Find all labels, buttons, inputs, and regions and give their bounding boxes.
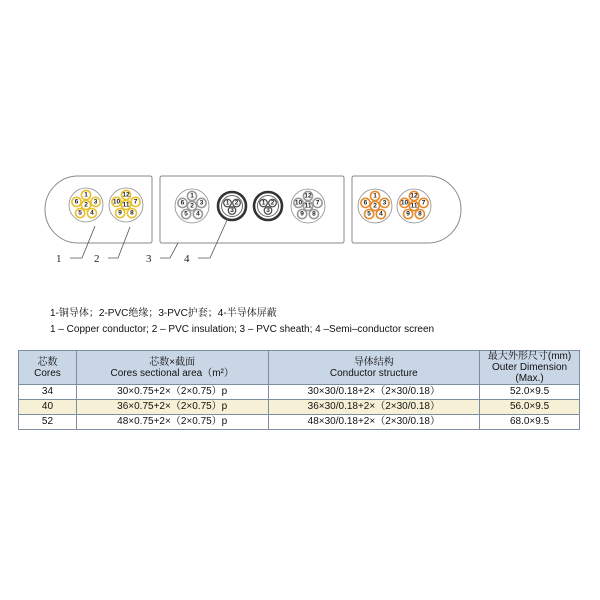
callout-label-2: 2: [94, 253, 100, 265]
svg-text:8: 8: [312, 210, 316, 218]
conductor-core-center: [303, 201, 312, 210]
conductor-core: [309, 209, 318, 218]
conductor-unit: [109, 188, 143, 222]
conductor-core-center: [370, 201, 379, 210]
svg-text:2: 2: [234, 199, 239, 207]
conductor-core: [193, 209, 202, 218]
cell-conductor-structure: 48×30/0.18+2×（2×30/0.18）: [268, 415, 480, 430]
conductor-core: [116, 208, 125, 217]
svg-text:3: 3: [266, 207, 270, 214]
conductor-core: [182, 209, 191, 218]
svg-text:3: 3: [230, 207, 234, 214]
svg-text:11: 11: [304, 202, 312, 210]
conductor-core: [121, 190, 130, 199]
svg-text:10: 10: [294, 199, 303, 207]
svg-text:10: 10: [400, 199, 409, 207]
conductor-core: [298, 209, 307, 218]
conductor-core: [294, 198, 303, 207]
svg-text:12: 12: [410, 192, 418, 200]
pair-core: [269, 199, 277, 207]
callout-label-1: 1: [56, 253, 62, 265]
svg-text:4: 4: [379, 210, 383, 218]
cell-outer-dimension: 68.0×9.5: [480, 415, 580, 430]
legend: [50, 306, 434, 338]
conductor-core: [127, 208, 136, 217]
svg-text:12: 12: [304, 192, 312, 200]
svg-text:9: 9: [300, 210, 304, 218]
svg-text:1: 1: [190, 192, 194, 200]
svg-text:1: 1: [225, 199, 230, 207]
callout-label-3: 3: [146, 253, 152, 265]
cell-outer-dimension: 56.0×9.5: [480, 400, 580, 415]
svg-text:4: 4: [196, 210, 200, 218]
shielded-pair: [254, 192, 282, 220]
conductor-core: [187, 191, 196, 200]
conductor-core: [361, 198, 370, 207]
table-header-row: [19, 351, 580, 385]
cell-cores: 52: [19, 415, 77, 430]
legend-english: 1 – Copper conductor; 2 – PVC insulation; 3 – PVC sheath; 4 –Semi–conductor screen: [50, 324, 435, 335]
svg-text:3: 3: [382, 199, 387, 207]
conductor-core: [365, 209, 374, 218]
conductor-core: [72, 197, 81, 206]
svg-text:8: 8: [130, 209, 134, 217]
table-row: [19, 400, 580, 415]
svg-text:9: 9: [118, 209, 122, 217]
svg-text:7: 7: [315, 199, 320, 207]
svg-text:2: 2: [84, 201, 88, 209]
header-cores: 芯数 Cores: [19, 351, 77, 385]
svg-text:10: 10: [112, 198, 121, 206]
svg-text:9: 9: [406, 210, 410, 218]
pair-core: [264, 207, 272, 215]
svg-text:4: 4: [90, 209, 94, 217]
cell-sectional-area: 48×0.75+2×（2×0.75）p: [76, 415, 268, 430]
svg-text:3: 3: [199, 199, 204, 207]
svg-text:2: 2: [270, 199, 275, 207]
svg-text:11: 11: [410, 202, 418, 210]
pair-core: [224, 199, 232, 207]
svg-text:6: 6: [363, 199, 368, 207]
conductor-core: [197, 198, 206, 207]
callout-line-3: [160, 243, 178, 258]
conductor-core-center: [121, 200, 130, 209]
conductor-core: [415, 209, 424, 218]
svg-text:6: 6: [74, 198, 79, 206]
legend-chinese: 1-铜导体；2-PVC绝缘；3-PVC护套；4-半导体屏蔽: [50, 308, 277, 319]
header-conductor-structure: 导体结构 Conductor structure: [268, 351, 480, 385]
conductor-core: [131, 197, 140, 206]
conductor-core-center: [81, 200, 90, 209]
conductor-core: [419, 198, 428, 207]
cell-outer-dimension: 52.0×9.5: [480, 385, 580, 400]
conductor-core: [178, 198, 187, 207]
conductor-unit: [69, 188, 103, 222]
table-row: [19, 415, 580, 430]
cell-conductor-structure: 36×30/0.18+2×（2×30/0.18）: [268, 400, 480, 415]
conductor-core: [76, 208, 85, 217]
svg-text:12: 12: [122, 191, 130, 199]
pair-core: [228, 207, 236, 215]
conductor-unit: [175, 189, 209, 223]
svg-text:7: 7: [133, 198, 138, 206]
header-sectional-area: 芯数×截面 Cores sectional area（m²）: [76, 351, 268, 385]
svg-text:8: 8: [418, 210, 422, 218]
svg-text:5: 5: [184, 210, 188, 218]
conductor-unit: [358, 189, 392, 223]
conductor-core: [409, 191, 418, 200]
cell-sectional-area: 36×0.75+2×（2×0.75）p: [76, 400, 268, 415]
conductor-core: [81, 190, 90, 199]
svg-text:2: 2: [373, 202, 377, 210]
shielded-pair: [218, 192, 246, 220]
svg-text:11: 11: [122, 201, 130, 209]
cell-cores: 40: [19, 400, 77, 415]
pair-core: [260, 199, 268, 207]
cell-sectional-area: 30×0.75+2×（2×0.75）p: [76, 385, 268, 400]
conductor-core: [313, 198, 322, 207]
conductor-unit: [291, 189, 325, 223]
pair-core: [233, 199, 241, 207]
conductor-core: [87, 208, 96, 217]
cell-conductor-structure: 30×30/0.18+2×（2×30/0.18）: [268, 385, 480, 400]
conductor-core-center: [187, 201, 196, 210]
svg-text:6: 6: [180, 199, 185, 207]
conductor-core: [376, 209, 385, 218]
conductor-core: [370, 191, 379, 200]
conductor-core: [400, 198, 409, 207]
callout-label-4: 4: [184, 253, 190, 265]
cell-cores: 34: [19, 385, 77, 400]
svg-text:2: 2: [190, 202, 194, 210]
conductor-core: [380, 198, 389, 207]
conductor-core: [91, 197, 100, 206]
svg-text:1: 1: [373, 192, 377, 200]
table-row: [19, 385, 580, 400]
svg-text:3: 3: [93, 198, 98, 206]
svg-text:5: 5: [78, 209, 82, 217]
svg-text:5: 5: [367, 210, 371, 218]
conductor-unit: [397, 189, 431, 223]
svg-text:1: 1: [84, 191, 88, 199]
conductor-core: [303, 191, 312, 200]
svg-text:7: 7: [421, 199, 426, 207]
svg-text:1: 1: [261, 199, 266, 207]
header-outer-dimension: 最大外形尺寸(mm) Outer Dimension (Max.): [480, 351, 580, 385]
conductor-core: [112, 197, 121, 206]
conductor-core: [404, 209, 413, 218]
specification-table: [18, 350, 580, 430]
conductor-core-center: [409, 201, 418, 210]
